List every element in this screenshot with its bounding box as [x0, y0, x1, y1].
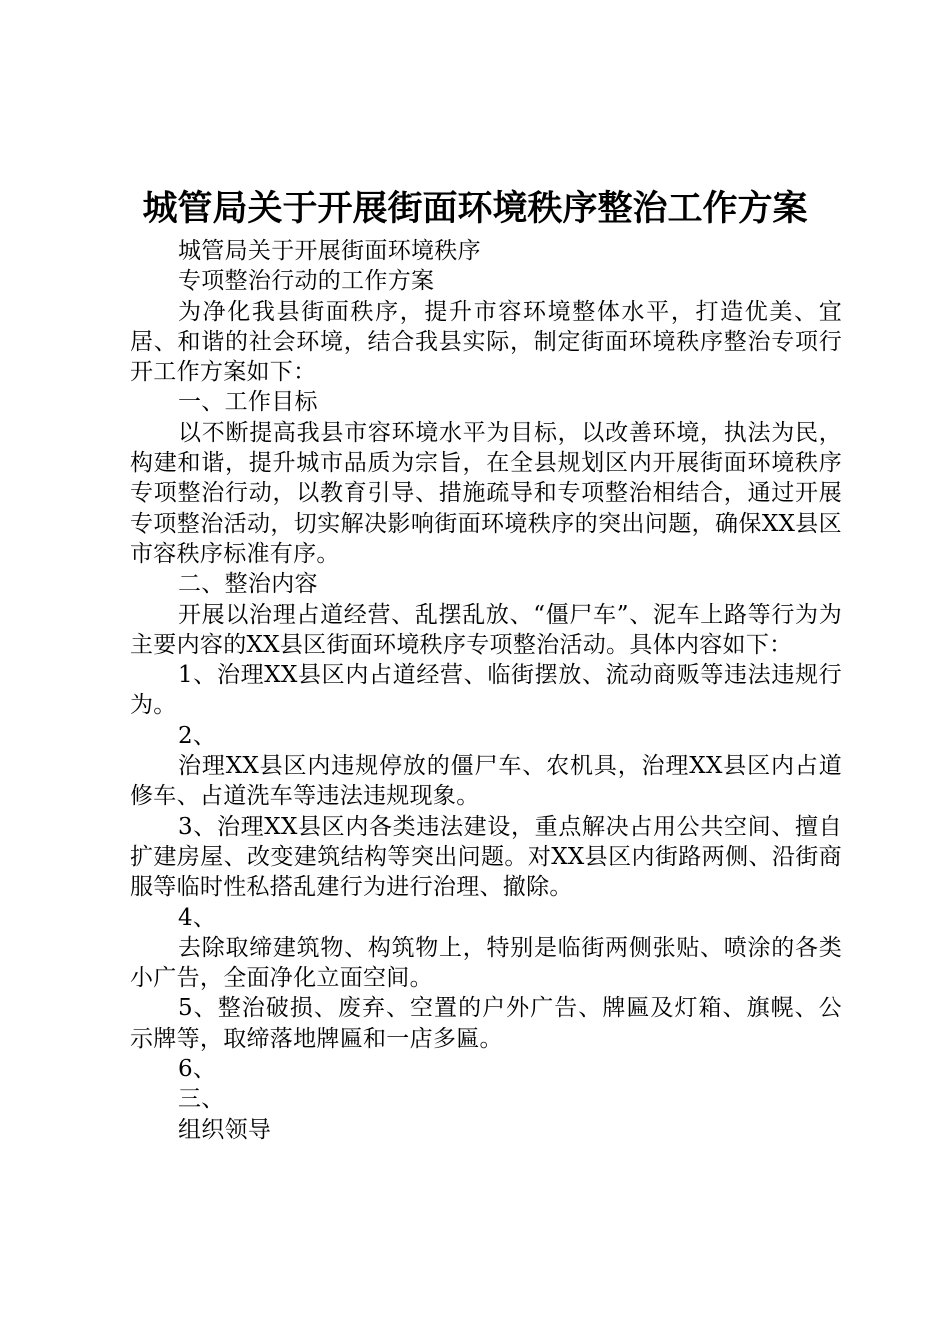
paragraph: 开展以治理占道经营、乱摆乱放、“僵尸车”、泥车上路等行为为主要内容的XX县区街面环境秩序专项整治活动。具体内容如下：: [130, 601, 842, 658]
list-item-number: 2、: [178, 722, 217, 749]
list-item: 治理XX县区内违规停放的僵尸车、农机具，治理XX县区内占道修车、占道洗车等违法违规现象。: [130, 753, 842, 810]
list-item-number: 6、: [178, 1056, 217, 1083]
paragraph: 组织领导: [178, 1116, 272, 1143]
paragraph: 城管局关于开展街面环境秩序: [178, 238, 481, 264]
list-item: 去除取缔建筑物、构筑物上，特别是临街两侧张贴、喷涂的各类小广告，全面净化立面空间。: [130, 934, 842, 992]
paragraph: 专项整治行动的工作方案: [178, 268, 435, 295]
list-item-number: 4、: [178, 904, 217, 931]
paragraph: 以不断提高我县市容环境水平为目标，以改善环境，执法为民，构建和谐，提升城市品质为宗旨，在全县规划区内开展街面环境秩序专项整治行动，以教育引导、措施疏导和专项整治相结合，通过开展专项整治活动，切实解决影响街面环境秩序的突出问题，确保XX县区市容秩序标准有序。: [130, 419, 842, 567]
list-item: 5、整治破损、废弃、空置的户外广告、牌匾及灯箱、旗幌、公示牌等，取缔落地牌匾和一店多匾。: [130, 995, 842, 1052]
section-heading: 一、工作目标: [178, 389, 318, 416]
paragraph: 为净化我县街面秩序，提升市容环境整体水平，打造优美、宜居、和谐的社会环境，结合我县实际，制定街面环境秩序整治专项行开工作方案如下：: [130, 298, 842, 386]
document-body: [130, 236, 842, 1145]
document-title: 城管局关于开展街面环境秩序整治工作方案: [142, 188, 808, 229]
list-item: 3、治理XX县区内各类违法建设，重点解决占用公共空间、擅自扩建房屋、改变建筑结构等突出问题。对XX县区内街路两侧、沿街商服等临时性私搭乱建行为进行治理、撤除。: [130, 813, 842, 901]
section-heading: 二、整治内容: [178, 571, 318, 598]
list-item: 1、治理XX县区内占道经营、临街摆放、流动商贩等违法违规行为。: [130, 662, 842, 719]
section-heading: 三、: [178, 1086, 225, 1113]
